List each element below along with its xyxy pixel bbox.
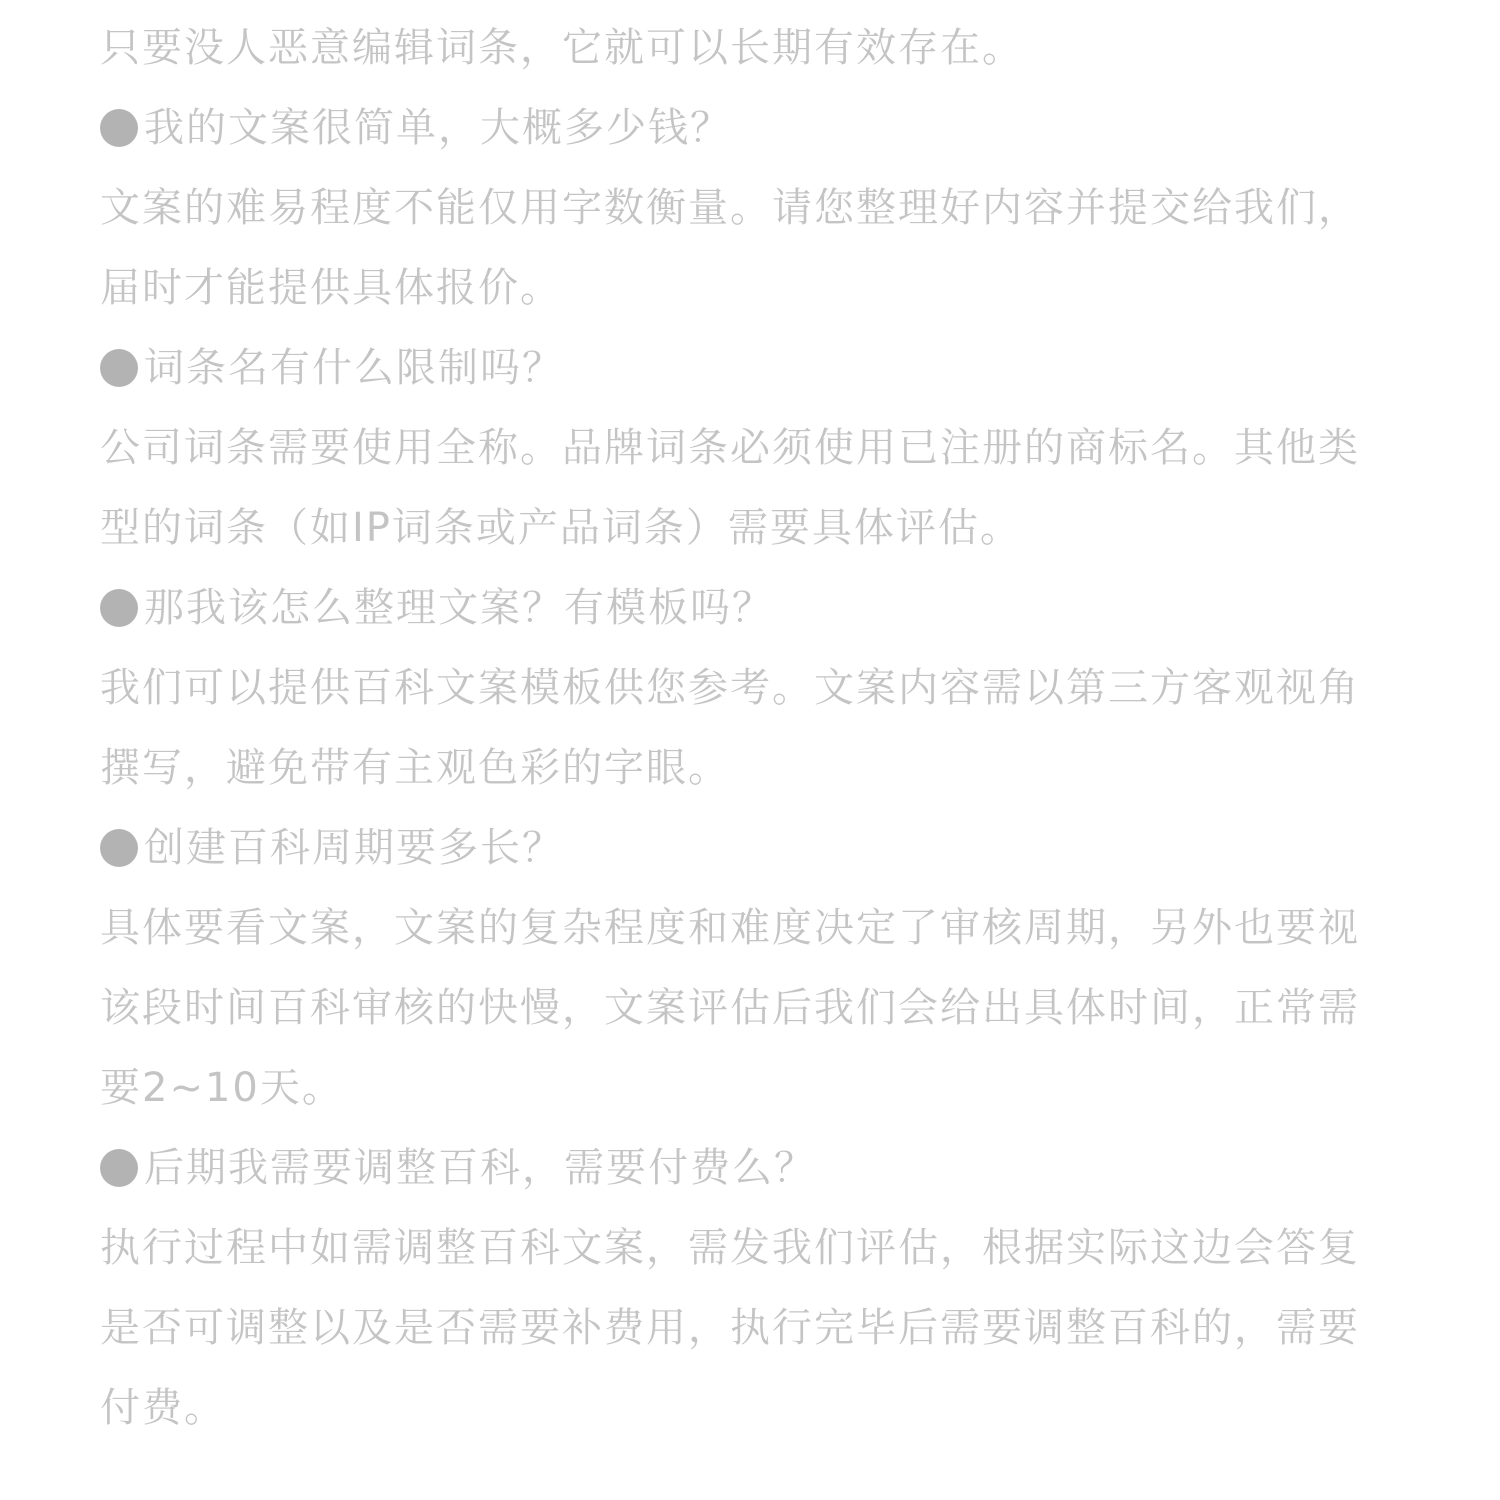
faq-document xyxy=(100,8,1410,1448)
answer-line xyxy=(100,168,1410,248)
answer-line xyxy=(100,248,1410,328)
answer-text: 执行过程中如需调整百科文案，需发我们评估，根据实际这边会答复 xyxy=(100,1225,1360,1271)
answer-line xyxy=(100,1208,1410,1288)
faq-item-template xyxy=(100,568,1410,808)
faq-item-pricing xyxy=(100,88,1410,328)
answer-line xyxy=(100,1048,1410,1128)
question-text: 我的文案很简单，大概多少钱？ xyxy=(144,105,732,151)
bullet-icon xyxy=(100,1149,138,1187)
answer-line xyxy=(100,728,1410,808)
intro-text: 只要没人恶意编辑词条，它就可以长期有效存在。 xyxy=(100,25,1024,71)
faq-item-adjustment-fee xyxy=(100,1128,1410,1448)
faq-item-entry-name xyxy=(100,328,1410,568)
answer-text: 要2~10天。 xyxy=(100,1065,344,1111)
answer-line xyxy=(100,488,1410,568)
intro-line xyxy=(100,8,1410,88)
faq-question xyxy=(100,568,1410,648)
faq-question xyxy=(100,88,1410,168)
answer-text: 该段时间百科审核的快慢，文案评估后我们会给出具体时间，正常需 xyxy=(100,985,1360,1031)
answer-text: 具体要看文案，文案的复杂程度和难度决定了审核周期，另外也要视 xyxy=(100,905,1360,951)
question-text: 创建百科周期要多长？ xyxy=(144,825,564,871)
answer-line xyxy=(100,1368,1410,1448)
bullet-icon xyxy=(100,829,138,867)
faq-item-cycle xyxy=(100,808,1410,1128)
answer-text: 文案的难易程度不能仅用字数衡量。请您整理好内容并提交给我们， xyxy=(100,185,1360,231)
answer-text: 公司词条需要使用全称。品牌词条必须使用已注册的商标名。其他类 xyxy=(100,425,1360,471)
bullet-icon xyxy=(100,589,138,627)
answer-text: 是否可调整以及是否需要补费用，执行完毕后需要调整百科的，需要 xyxy=(100,1305,1360,1351)
question-text: 词条名有什么限制吗？ xyxy=(144,345,564,391)
question-text: 后期我需要调整百科，需要付费么？ xyxy=(144,1145,816,1191)
bullet-icon xyxy=(100,109,138,147)
answer-line xyxy=(100,408,1410,488)
answer-line xyxy=(100,648,1410,728)
answer-text: 我们可以提供百科文案模板供您参考。文案内容需以第三方客观视角 xyxy=(100,665,1360,711)
answer-line xyxy=(100,1288,1410,1368)
answer-text: 届时才能提供具体报价。 xyxy=(100,265,562,311)
faq-question xyxy=(100,328,1410,408)
question-text: 那我该怎么整理文案？有模板吗？ xyxy=(144,585,774,631)
answer-text: 付费。 xyxy=(100,1385,226,1431)
answer-text: 型的词条（如IP词条或产品词条）需要具体评估。 xyxy=(100,505,1022,551)
answer-line xyxy=(100,968,1410,1048)
answer-text: 撰写，避免带有主观色彩的字眼。 xyxy=(100,745,730,791)
faq-question xyxy=(100,808,1410,888)
faq-question xyxy=(100,1128,1410,1208)
bullet-icon xyxy=(100,349,138,387)
answer-line xyxy=(100,888,1410,968)
